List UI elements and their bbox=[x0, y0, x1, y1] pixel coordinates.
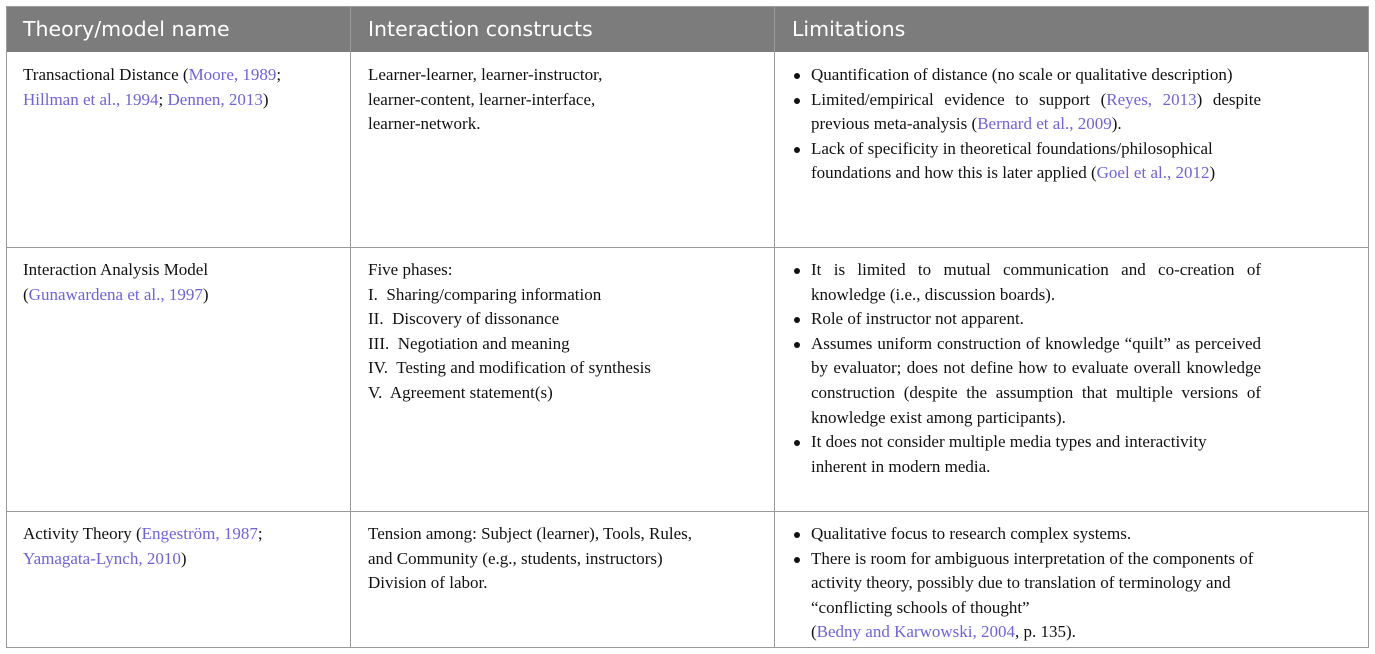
limitation-text: Quantification of distance (no scale or qualitative description) bbox=[811, 65, 1233, 84]
citation-link[interactable]: Moore, 1989 bbox=[188, 65, 277, 84]
limitation-item bbox=[792, 63, 1261, 88]
separator: ; bbox=[276, 65, 282, 84]
limitation-text: Lack of specificity in theoretical foundations/philosophical foundations and how this is later applied ( bbox=[811, 138, 1213, 183]
citation-link[interactable]: Goel et al., 2012 bbox=[1096, 163, 1210, 183]
limitation-item bbox=[792, 88, 1261, 137]
limitation-item bbox=[792, 258, 1261, 307]
citation-link[interactable]: Hillman et al., 1994 bbox=[23, 89, 159, 109]
constructs-cell bbox=[368, 522, 758, 596]
limitation-item bbox=[792, 547, 1261, 645]
constructs-line: Five phases: bbox=[368, 260, 453, 279]
constructs-line: Division of labor. bbox=[368, 573, 488, 593]
table-row bbox=[7, 53, 1368, 247]
theories-table bbox=[6, 6, 1369, 648]
theory-name-cell bbox=[23, 63, 341, 112]
limitation-text: It is limited to mutual communication and co-creation of knowledge (i.e., discussion boards). bbox=[811, 260, 1261, 304]
citation-link[interactable]: Gunawardena et al., 1997 bbox=[28, 284, 203, 304]
phase-item: II. Discovery of dissonance bbox=[368, 309, 560, 329]
limitation-text: Assumes uniform construction of knowledge “quilt” as perceived by evaluator; does not define how to evaluate overall knowledge construction (despite the assumption that multiple versions of knowledge exist among participants). bbox=[811, 333, 1261, 427]
separator: ; bbox=[158, 89, 168, 109]
limitations-cell bbox=[792, 522, 1261, 645]
limitation-text: ) despite previous meta-analysis ( bbox=[811, 89, 1261, 134]
limitation-text: It does not consider multiple media types and interactivity inherent in modern media. bbox=[811, 432, 1207, 476]
theory-name: Transactional Distance ( bbox=[23, 65, 189, 84]
limitation-item bbox=[792, 307, 1261, 332]
theory-name: Activity Theory ( bbox=[23, 524, 142, 543]
limitation-text: ( bbox=[811, 622, 817, 642]
separator: ) bbox=[180, 548, 187, 568]
separator: ) bbox=[202, 284, 209, 304]
constructs-line: learner-network. bbox=[368, 114, 481, 134]
constructs-line: Tension among: Subject (learner), Tools, Rules, bbox=[368, 524, 693, 543]
limitation-text: ). bbox=[1111, 114, 1122, 134]
citation-link[interactable]: Engeström, 1987 bbox=[141, 524, 258, 543]
header-theory-model-name: Theory/model name bbox=[23, 17, 230, 41]
limitation-item bbox=[792, 332, 1261, 430]
header-limitations: Limitations bbox=[792, 17, 906, 41]
phase-item: I. Sharing/comparing information bbox=[368, 284, 602, 304]
theory-name: Interaction Analysis Model bbox=[23, 260, 209, 279]
phase-item: V. Agreement statement(s) bbox=[368, 382, 553, 402]
limitation-item bbox=[792, 430, 1261, 479]
separator: ( bbox=[23, 284, 29, 304]
phase-item: IV. Testing and modification of synthesis bbox=[368, 358, 651, 378]
limitation-item bbox=[792, 522, 1261, 547]
limitation-item bbox=[792, 137, 1261, 186]
separator: ; bbox=[257, 524, 263, 543]
limitation-text: , p. 135). bbox=[1014, 622, 1076, 642]
table-header bbox=[7, 7, 1368, 52]
theory-name-cell bbox=[23, 258, 341, 307]
citation-link[interactable]: Yamagata-Lynch, 2010 bbox=[23, 548, 181, 568]
limitation-text: Limited/empirical evidence to support ( bbox=[811, 89, 1107, 109]
constructs-cell bbox=[368, 258, 758, 406]
theory-name-cell bbox=[23, 522, 341, 571]
limitations-cell bbox=[792, 258, 1261, 479]
limitation-text: Qualitative focus to research complex systems. bbox=[811, 524, 1132, 543]
table-row bbox=[7, 248, 1368, 511]
header-interaction-constructs: Interaction constructs bbox=[368, 17, 593, 41]
constructs-cell bbox=[368, 63, 758, 137]
limitation-text: Role of instructor not apparent. bbox=[811, 309, 1024, 329]
citation-link[interactable]: Dennen, 2013 bbox=[167, 89, 263, 109]
constructs-line: learner-content, learner-interface, bbox=[368, 89, 596, 109]
citation-link[interactable]: Bedny and Karwowski, 2004 bbox=[816, 622, 1015, 642]
separator: ) bbox=[262, 89, 269, 109]
limitation-text: There is room for ambiguous interpretation of the components of activity theory, possibly due to translation of terminology and “conflicting schools of thought” bbox=[811, 548, 1254, 617]
citation-link[interactable]: Reyes, 2013 bbox=[1106, 89, 1197, 109]
limitations-cell bbox=[792, 63, 1261, 186]
citation-link[interactable]: Bernard et al., 2009 bbox=[977, 114, 1112, 134]
table-row bbox=[7, 512, 1368, 648]
constructs-line: Learner-learner, learner-instructor, bbox=[368, 65, 603, 84]
limitation-text: ) bbox=[1209, 163, 1216, 183]
phase-item: III. Negotiation and meaning bbox=[368, 333, 570, 353]
constructs-line: and Community (e.g., students, instructors) bbox=[368, 548, 663, 568]
